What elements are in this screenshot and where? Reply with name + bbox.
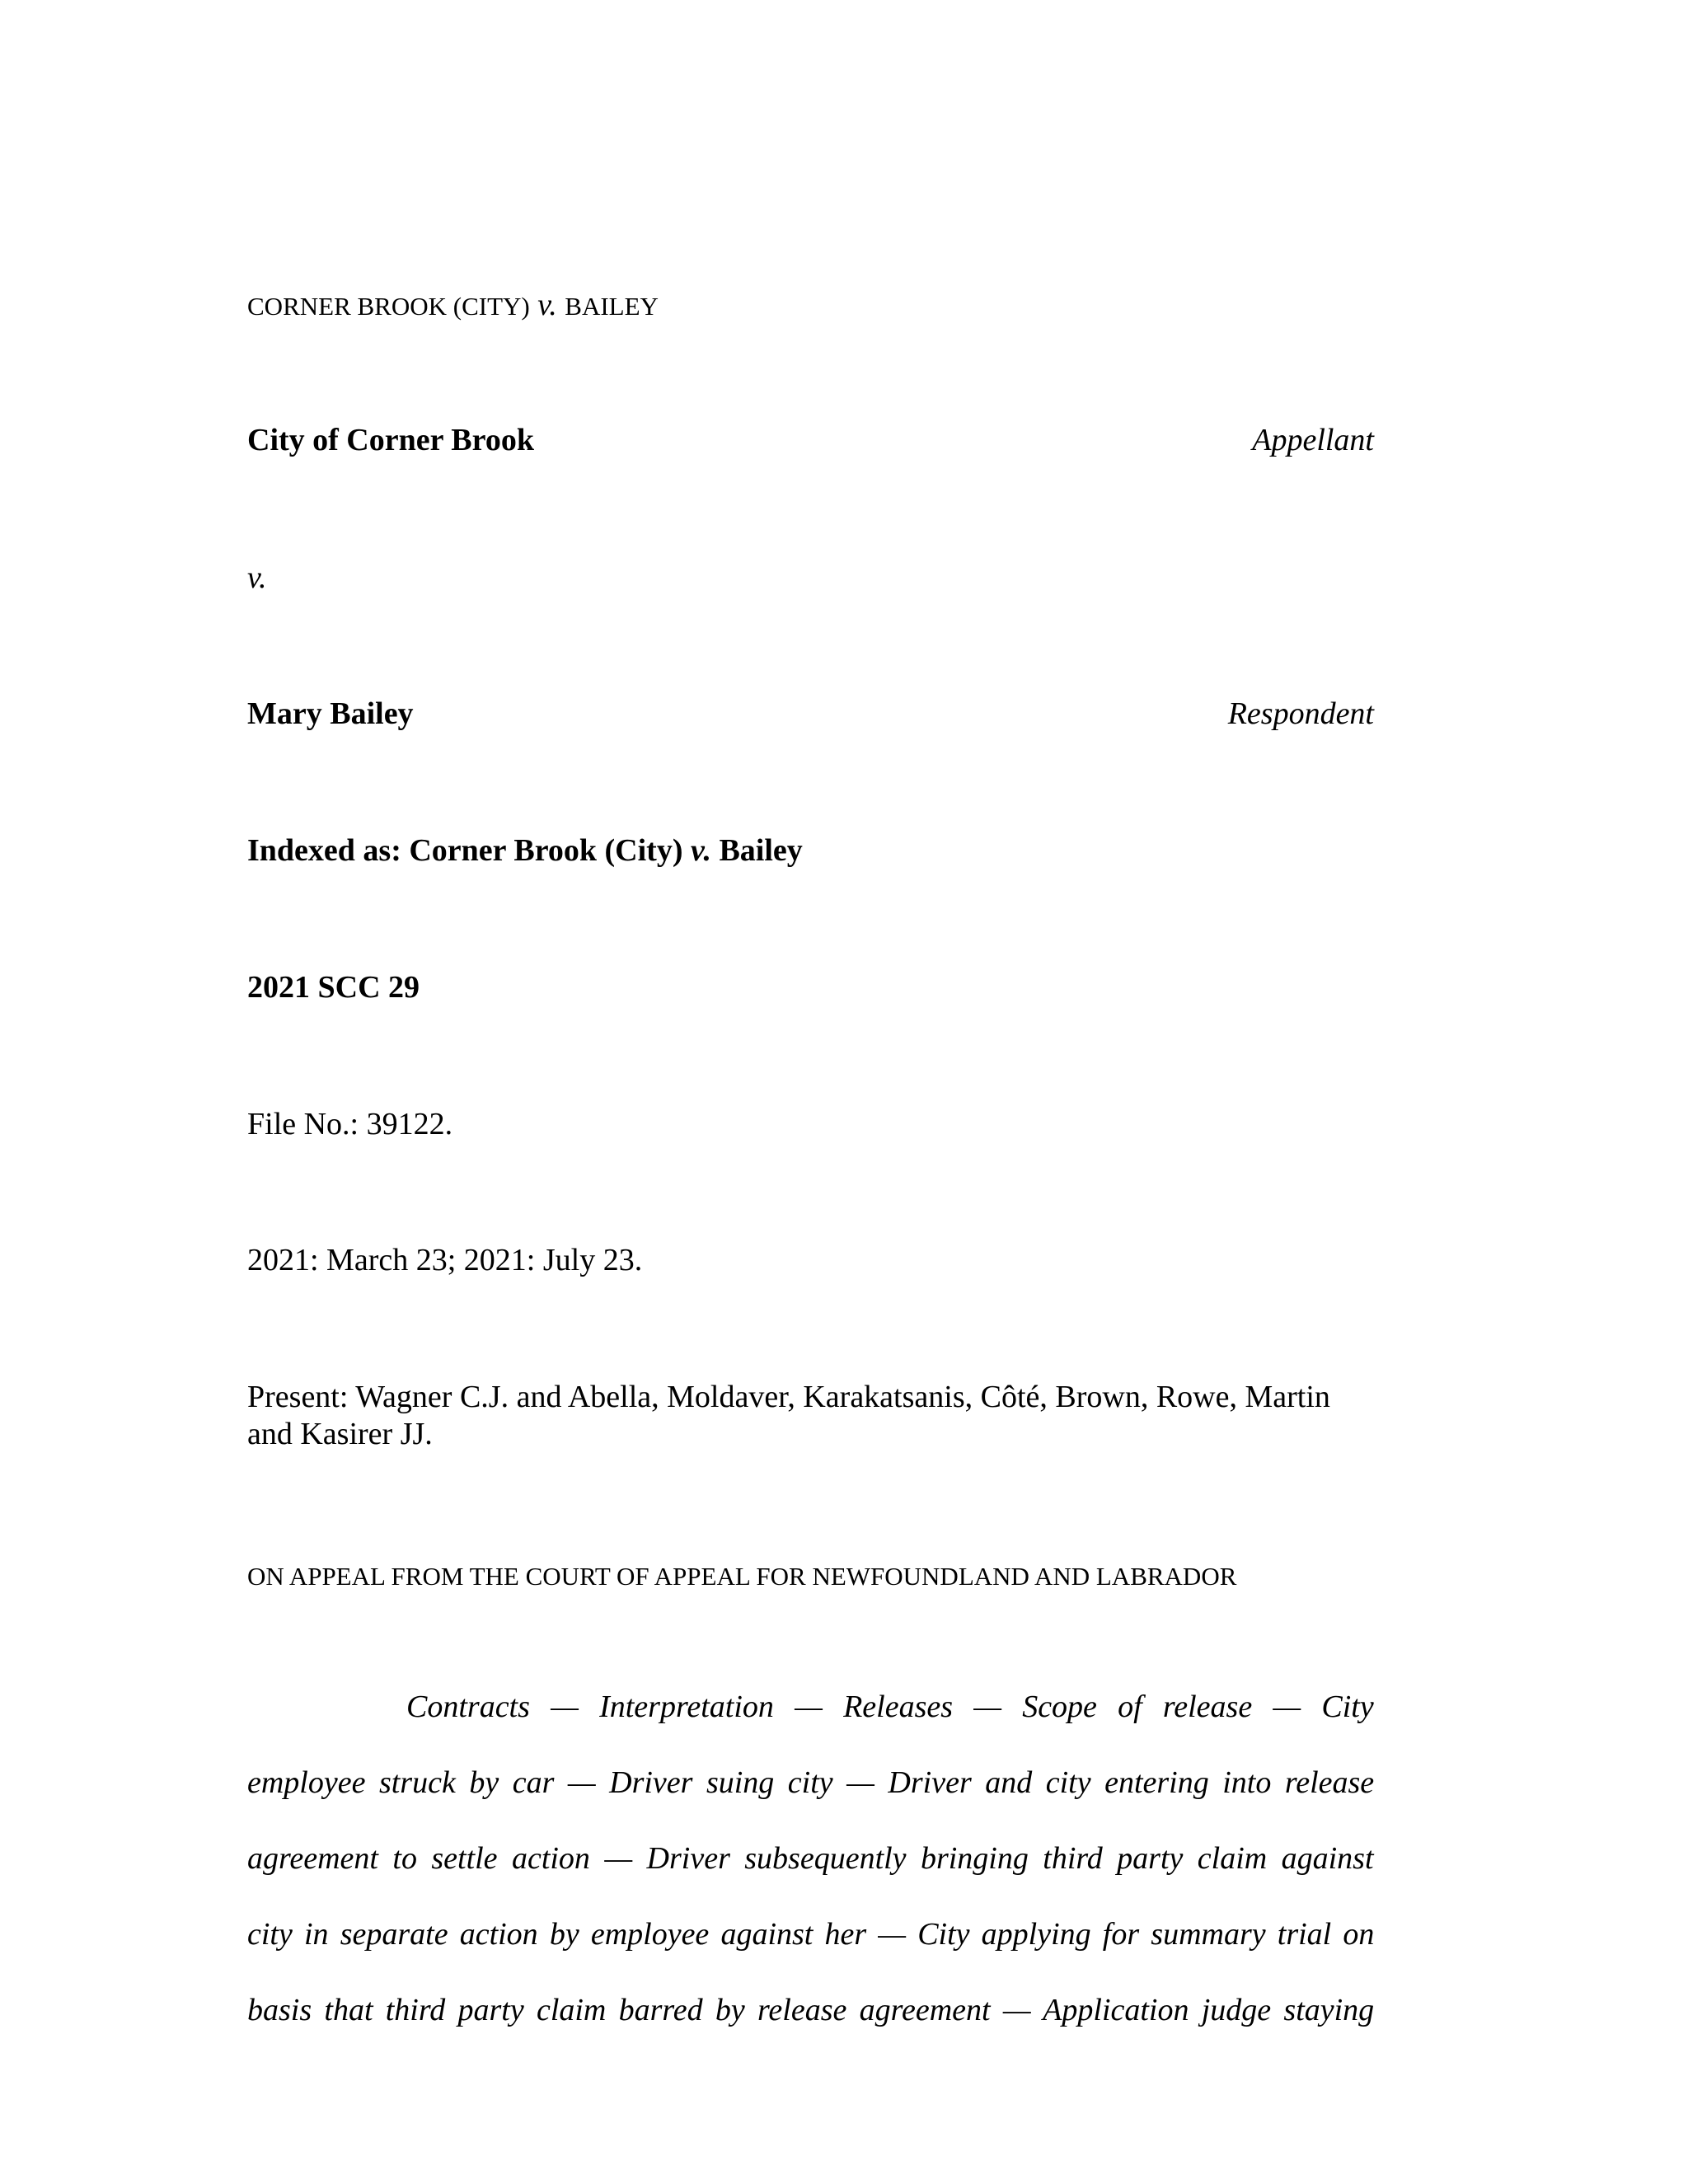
respondent-name: Mary Bailey [247,696,414,731]
style-of-cause-left: CORNER BROOK (CITY) [247,292,530,321]
appeal-from: ON APPEAL FROM THE COURT OF APPEAL FOR NEWFOUNDLAND AND LABRADOR [247,1562,1237,1591]
indexed-as-prefix: Indexed as: Corner Brook (City) [247,833,683,868]
hearing-judgment-dates: 2021: March 23; 2021: July 23. [247,1243,643,1277]
catchwords-line: city in separate action by employee against her — City applying for summary trial on [247,1917,1375,1952]
present-judges-line-1: Present: Wagner C.J. and Abella, Moldaver, Karakatsanis, Côté, Brown, Rowe, Martin [247,1380,1330,1414]
indexed-as-suffix: Bailey [719,833,803,868]
style-of-cause-v: v. [537,288,557,322]
present-judges-line-2: and Kasirer JJ. [247,1417,433,1451]
indexed-as [247,832,803,869]
indexed-as-v: v. [690,833,711,868]
catchwords-line: agreement to settle action — Driver subsequently bringing third party claim against [247,1841,1374,1876]
catchwords-line: employee struck by car — Driver suing city — Driver and city entering into release [247,1765,1375,1800]
neutral-citation: 2021 SCC 29 [247,970,420,1005]
catchwords-line: Contracts — Interpretation — Releases — Scope of release — City [406,1690,1374,1724]
versus: v. [247,560,267,595]
style-of-cause [247,286,659,326]
file-number: File No.: 39122. [247,1107,453,1141]
appellant-name: City of Corner Brook [247,423,534,457]
catchwords-line: basis that third party claim barred by release agreement — Application judge staying [247,1993,1375,2027]
style-of-cause-right: BAILEY [565,292,659,321]
appellant-role: Appellant [1252,423,1374,457]
respondent-role: Respondent [1227,696,1374,731]
